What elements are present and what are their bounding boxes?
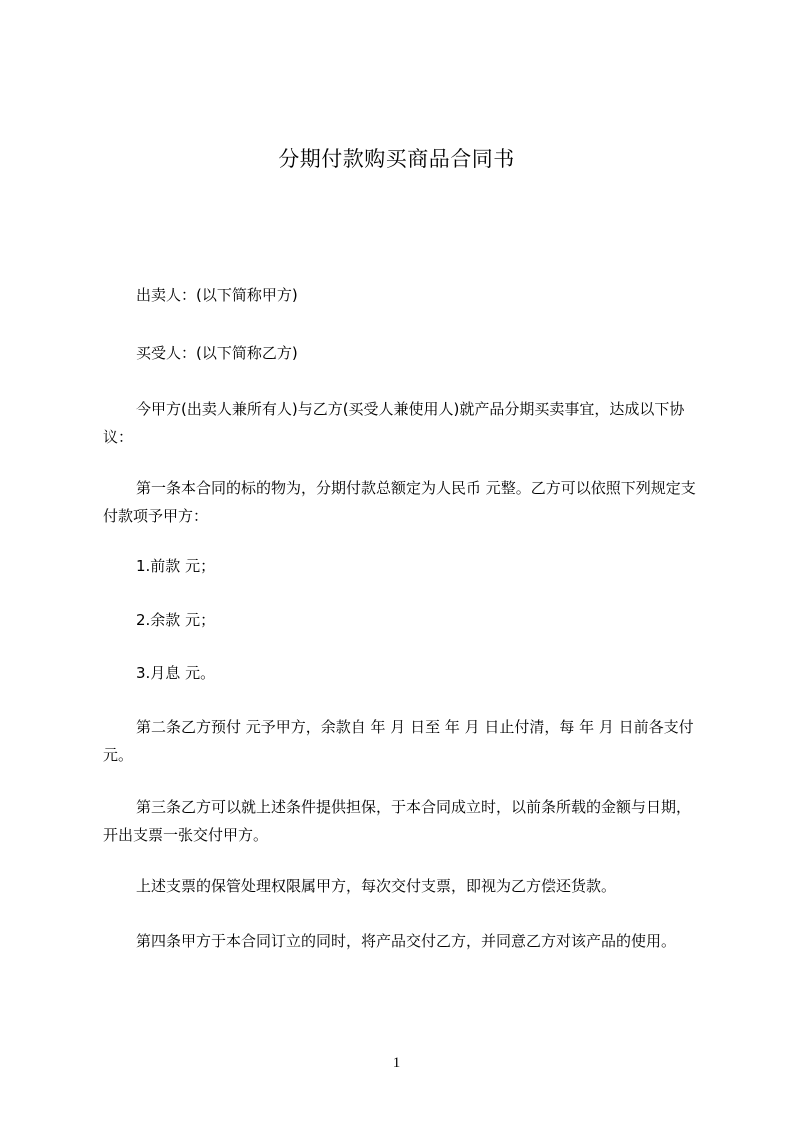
page-number: 1 [392, 1055, 401, 1071]
item-3-paragraph: 3.月息 元。 [136, 664, 216, 682]
seller-line: 出卖人：(以下简称甲方) [136, 286, 298, 304]
article-1-paragraph: 第一条本合同的标的物为，分期付款总额定为人民币 元整。乙方可以依照下列规定支付款项予甲方： [103, 479, 696, 525]
article-4-paragraph: 第四条甲方于本合同订立的同时，将产品交付乙方，并同意乙方对该产品的使用。 [136, 932, 677, 950]
preamble-paragraph: 今甲方(出卖人兼所有人)与乙方(买受人兼使用人)就产品分期买卖事宜，达成以下协议： [103, 400, 685, 446]
item-2-paragraph: 2.余款 元； [136, 611, 216, 629]
document-title: 分期付款购买商品合同书 [278, 147, 515, 171]
article-3-paragraph: 第三条乙方可以就上述条件提供担保，于本合同成立时，以前条所载的金额与日期，开出支票一张交付甲方。 [103, 798, 692, 844]
article-2-paragraph: 第二条乙方预付 元予甲方，余款自 年 月 日至 年 月 日止付清，每 年 月 日前各支付 元。 [103, 718, 694, 764]
check-custody-paragraph: 上述支票的保管处理权限属甲方，每次交付支票，即视为乙方偿还货款。 [136, 877, 617, 895]
buyer-line: 买受人：(以下简称乙方) [136, 344, 298, 362]
item-1-paragraph: 1.前款 元； [136, 557, 216, 575]
